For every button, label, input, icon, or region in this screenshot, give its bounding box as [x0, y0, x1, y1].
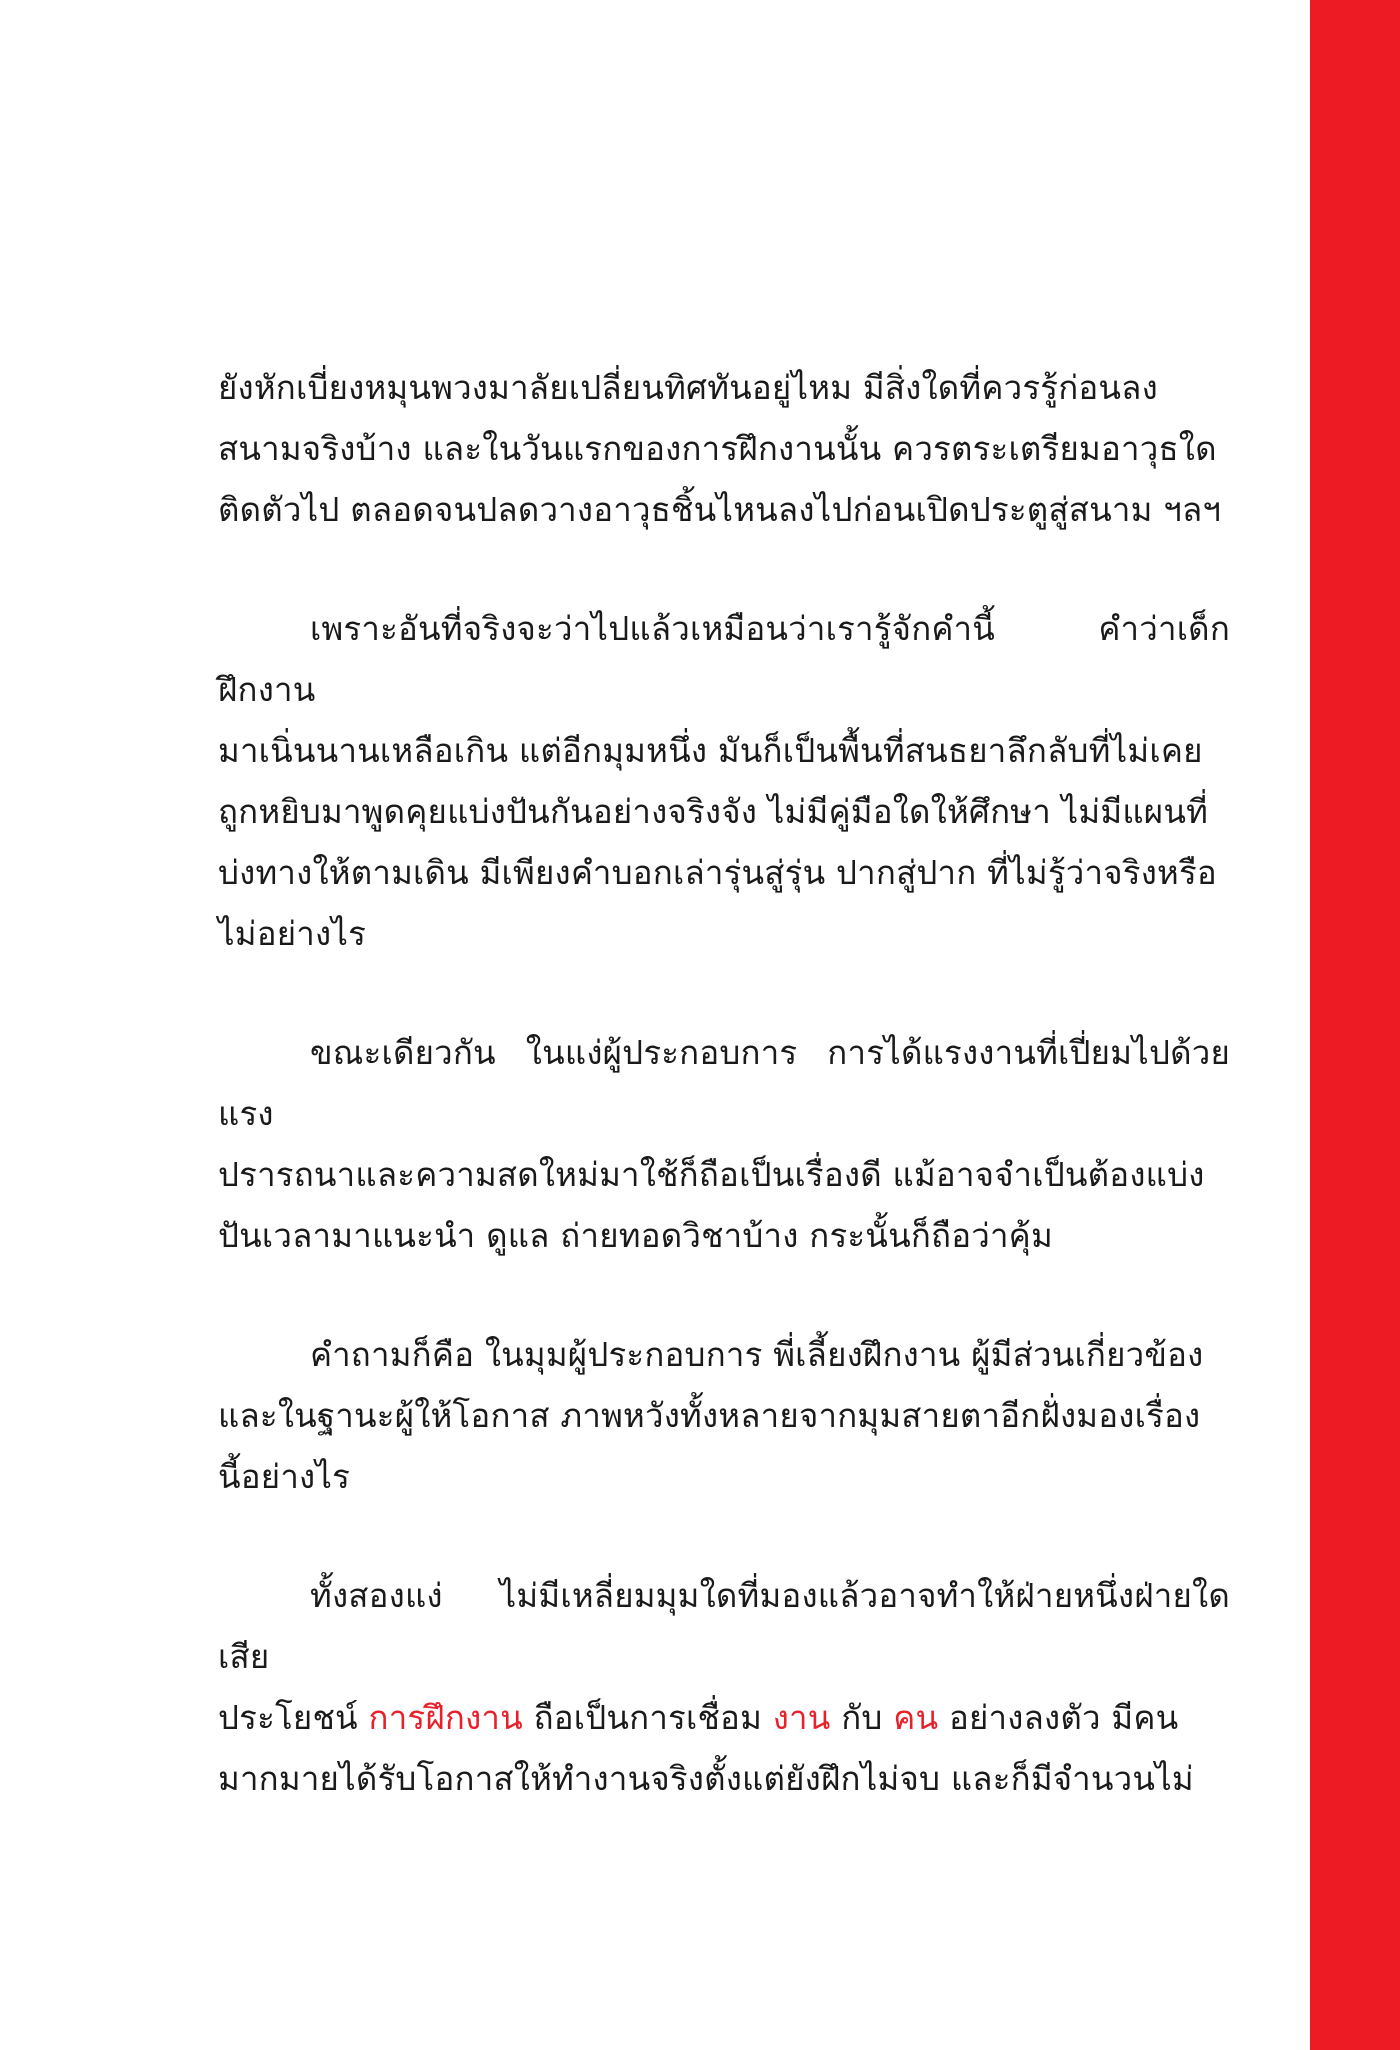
text-line: คำถามก็คือ ในมุมผู้ประกอบการ พี่เลี้ยงฝึกงาน ผู้มีส่วนเกี่ยวข้อง	[310, 1335, 1204, 1374]
red-side-bar	[1310, 0, 1400, 2050]
text-line: มาเนิ่นนานเหลือเกิน แต่อีกมุมหนึ่ง มันก็เป็นพื้นที่สนธยาลึกลับที่ไม่เคย	[218, 731, 1203, 770]
text-run: อย่างลงตัว มีคน	[938, 1698, 1179, 1737]
text-line: ปรารถนาและความสดใหม่มาใช้ก็ถือเป็นเรื่องดี แม้อาจจำเป็นต้องแบ่ง	[218, 1155, 1205, 1194]
text-line: ปันเวลามาแนะนำ ดูแล ถ่ายทอดวิชาบ้าง กระนั้นก็ถือว่าคุ้ม	[218, 1216, 1053, 1255]
text-line: บ่งทางให้ตามเดิน มีเพียงคำบอกเล่ารุ่นสู่รุ่น ปากสู่ปาก ที่ไม่รู้ว่าจริงหรือ	[218, 853, 1217, 892]
text-line: ไม่อย่างไร	[218, 914, 367, 953]
text-run: กับ	[830, 1698, 894, 1737]
paragraph-4	[218, 1324, 1230, 1507]
paragraph-3	[218, 1022, 1230, 1266]
paragraph-1	[218, 357, 1230, 540]
document-body	[218, 357, 1230, 1867]
paragraph-2	[218, 598, 1230, 964]
text-line: มากมายได้รับโอกาสให้ทำงานจริงตั้งแต่ยังฝึกไม่จบ และก็มีจำนวนไม่	[218, 1759, 1194, 1798]
highlight-work: งาน	[772, 1698, 831, 1737]
highlight-internship: การฝึกงาน	[368, 1698, 523, 1737]
text-line: เพราะอันที่จริงจะว่าไปแล้วเหมือนว่าเรารู้จักคำนี้ คำว่าเด็กฝึกงาน	[218, 609, 1230, 709]
paragraph-5	[218, 1565, 1230, 1809]
text-run: ประโยชน์	[218, 1698, 369, 1737]
text-line: ขณะเดียวกัน ในแง่ผู้ประกอบการ การได้แรงงานที่เปี่ยมไปด้วยแรง	[218, 1033, 1230, 1133]
text-line: นี้อย่างไร	[218, 1457, 351, 1496]
text-line: สนามจริงบ้าง และในวันแรกของการฝึกงานนั้น ควรตระเตรียมอาวุธใด	[218, 429, 1217, 468]
text-line-highlighted	[218, 1687, 1230, 1748]
text-line: ติดตัวไป ตลอดจนปลดวางอาวุธชิ้นไหนลงไปก่อนเปิดประตูสู่สนาม ฯลฯ	[218, 490, 1222, 529]
text-line: ยังหักเบี่ยงหมุนพวงมาลัยเปลี่ยนทิศทันอยู่ไหม มีสิ่งใดที่ควรรู้ก่อนลง	[218, 368, 1158, 407]
text-line: ถูกหยิบมาพูดคุยแบ่งปันกันอย่างจริงจัง ไม่มีคู่มือใดให้ศึกษา ไม่มีแผนที่	[218, 792, 1209, 831]
text-line: ทั้งสองแง่ ไม่มีเหลี่ยมมุมใดที่มองแล้วอาจทำให้ฝ่ายหนึ่งฝ่ายใดเสีย	[218, 1576, 1230, 1676]
highlight-people: คน	[893, 1698, 939, 1737]
text-line: และในฐานะผู้ให้โอกาส ภาพหวังทั้งหลายจากมุมสายตาอีกฝั่งมองเรื่อง	[218, 1396, 1201, 1435]
text-run: ถือเป็นการเชื่อม	[522, 1698, 773, 1737]
